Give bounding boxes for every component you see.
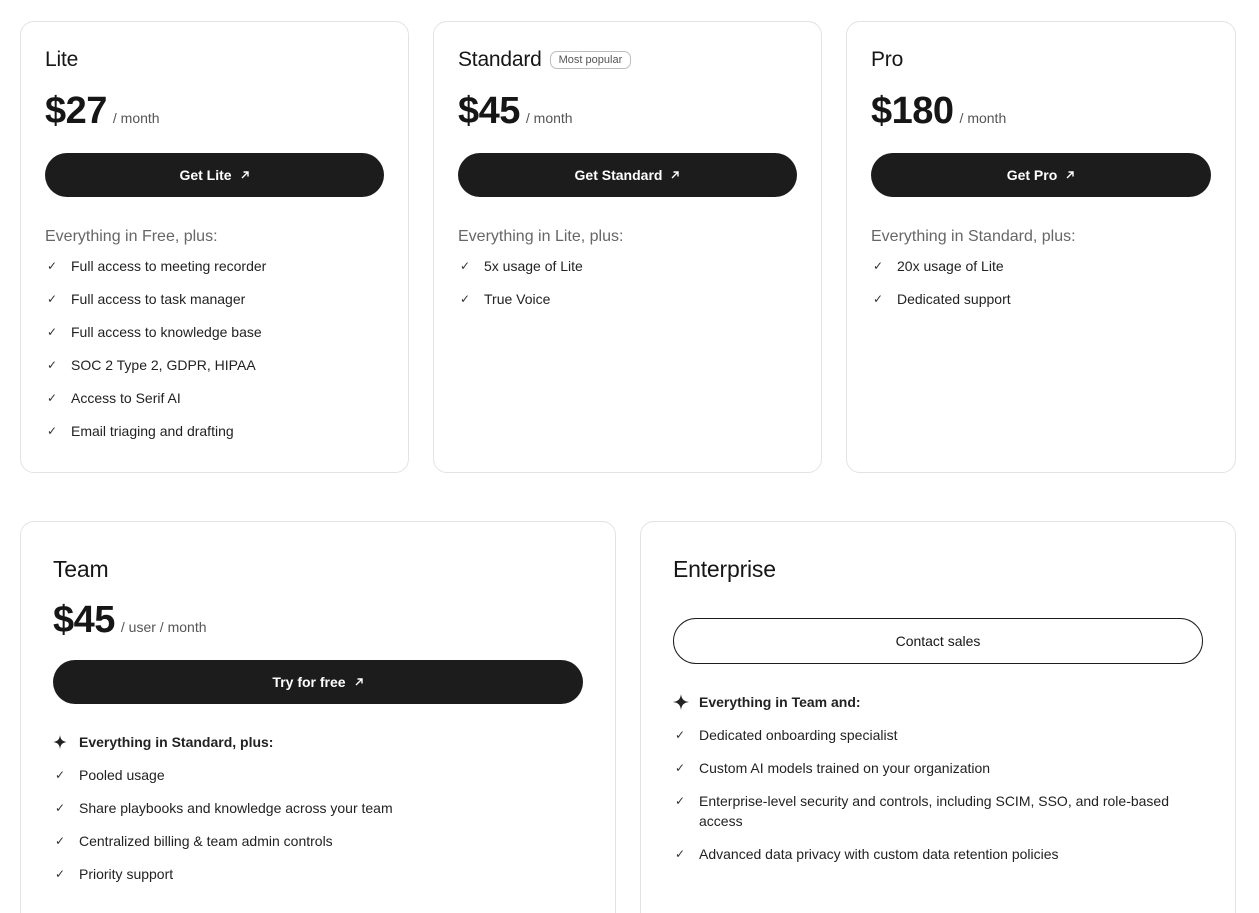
feature-text: Full access to task manager [71,291,246,307]
plan-name [53,556,583,583]
sparkle-icon [53,732,79,752]
price-row [458,90,797,133]
list-item [45,322,384,342]
plan-title: Lite [45,48,79,71]
feature-list [458,256,797,309]
feature-text: Priority support [79,866,174,882]
plan-title: Standard [458,48,542,71]
feature-text: Share playbooks and knowledge across your team [79,800,393,816]
feature-text: Pooled usage [79,767,165,783]
get-lite-button[interactable] [45,153,384,197]
price-row [871,90,1211,133]
list-item [673,692,1203,712]
contact-sales-button[interactable] [673,618,1203,664]
feature-text: 5x usage of Lite [484,258,583,274]
arrow-up-right-icon [670,170,680,180]
price: $27 [45,90,107,132]
check-icon: ✓ [460,259,471,273]
try-for-free-button[interactable] [53,660,583,704]
list-item [53,765,583,785]
feature-list [871,256,1211,309]
check-icon: ✓ [47,325,58,339]
button-label: Get Standard [574,167,663,183]
get-standard-button[interactable] [458,153,797,197]
feature-text: Dedicated onboarding specialist [699,727,898,743]
feature-text: Centralized billing & team admin controls [79,833,333,849]
plan-name [673,556,1203,583]
check-icon: ✓ [47,391,58,405]
check-icon: ✓ [55,768,66,782]
feature-text: Access to Serif AI [71,390,181,406]
list-item [673,758,1203,778]
check-icon: ✓ [873,259,884,273]
list-item [871,256,1211,276]
check-icon: ✓ [47,259,58,273]
feature-lead-text: Everything in Team and: [699,694,861,710]
feature-text: Enterprise-level security and controls, including SCIM, SSO, and role-based access [699,793,1169,829]
feature-list [45,256,384,441]
feature-text: 20x usage of Lite [897,258,1004,274]
check-icon: ✓ [460,292,471,306]
button-label: Contact sales [895,633,981,649]
list-item [45,421,384,441]
list-item [53,798,583,818]
list-item [45,355,384,375]
check-icon: ✓ [55,867,66,881]
check-icon: ✓ [47,358,58,372]
plan-name [45,48,384,72]
features-intro: Everything in Standard, plus: [871,228,1076,245]
list-item [53,732,583,752]
plan-title: Enterprise [673,556,776,582]
button-label: Get Pro [1006,167,1058,183]
check-icon: ✓ [675,728,686,742]
check-icon: ✓ [55,834,66,848]
feature-text: Full access to meeting recorder [71,258,267,274]
list-item [673,844,1203,864]
sparkle-icon [673,692,699,712]
button-label: Try for free [272,674,346,690]
plan-name [871,48,1211,72]
check-icon: ✓ [675,794,686,808]
list-item [458,256,797,276]
feature-list [673,692,1203,864]
arrow-up-right-icon [354,677,364,687]
list-item [45,289,384,309]
feature-text: Dedicated support [897,291,1011,307]
arrow-up-right-icon [240,170,250,180]
feature-lead-text: Everything in Standard, plus: [79,734,274,750]
get-pro-button[interactable] [871,153,1211,197]
features-intro: Everything in Free, plus: [45,228,218,245]
check-icon: ✓ [47,424,58,438]
feature-text: True Voice [484,291,551,307]
check-icon: ✓ [55,801,66,815]
check-icon: ✓ [47,292,58,306]
check-icon: ✓ [675,847,686,861]
price: $180 [871,90,954,132]
plan-name [458,48,797,72]
plan-title: Pro [871,48,904,71]
list-item [45,388,384,408]
plan-card-enterprise [640,521,1236,913]
button-label: Get Lite [179,167,232,183]
list-item [45,256,384,276]
price-row [53,599,583,642]
plan-card-lite [20,21,409,473]
feature-text: SOC 2 Type 2, GDPR, HIPAA [71,357,256,373]
plan-card-team [20,521,616,913]
feature-text: Full access to knowledge base [71,324,262,340]
price-period: / month [525,110,573,126]
plan-title: Team [53,556,109,582]
arrow-up-right-icon [1065,170,1075,180]
list-item [871,289,1211,309]
check-icon: ✓ [873,292,884,306]
feature-list [53,732,583,884]
list-item [53,831,583,851]
feature-text: Custom AI models trained on your organization [699,760,991,776]
price-row [45,90,384,133]
list-item [673,791,1203,831]
most-popular-badge: Most popular [550,51,632,69]
list-item [458,289,797,309]
price-period: / month [959,110,1007,126]
plan-card-standard [433,21,822,473]
features-intro: Everything in Lite, plus: [458,228,624,245]
plan-card-pro [846,21,1236,473]
feature-text: Advanced data privacy with custom data retention policies [699,846,1059,862]
check-icon: ✓ [675,761,686,775]
list-item [673,725,1203,745]
price: $45 [458,90,520,132]
list-item [53,864,583,884]
feature-text: Email triaging and drafting [71,423,234,439]
price: $45 [53,599,115,641]
price-period: / month [112,110,160,126]
price-period: / user / month [120,619,207,635]
